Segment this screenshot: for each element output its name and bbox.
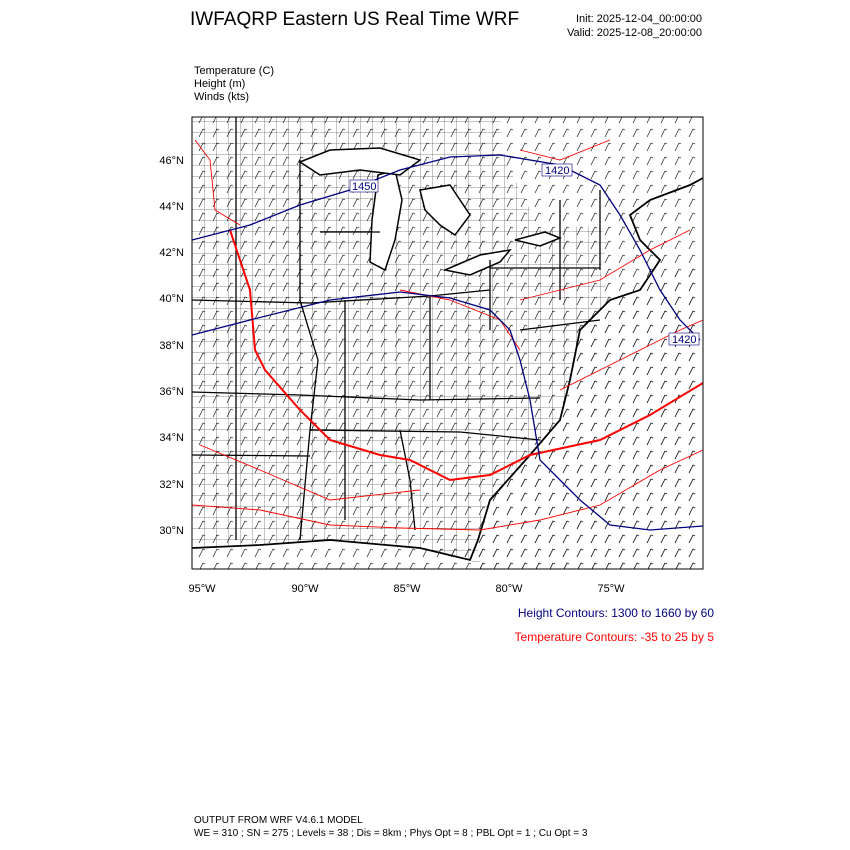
field-winds: Winds (kts) [194,91,249,103]
plot-title: IWFAQRP Eastern US Real Time WRF [190,9,520,30]
lon-tick: 75°W [597,583,625,595]
lon-tick: 80°W [495,583,523,595]
lon-tick: 85°W [393,583,421,595]
lat-tick: 46°N [159,155,184,167]
lat-tick: 38°N [159,340,184,352]
lat-tick: 40°N [159,293,184,305]
field-height: Height (m) [194,78,246,90]
lat-tick: 36°N [159,386,184,398]
field-temperature: Temperature (C) [194,65,275,77]
lat-tick: 32°N [159,479,184,491]
latitude-axis [159,155,184,537]
lat-tick: 34°N [159,432,184,444]
model-settings: WE = 310 ; SN = 275 ; Levels = 38 ; Dis = 8km ; Phys Opt = 8 ; PBL Opt = 1 ; Cu Opt = 3 [194,828,588,839]
valid-time: Valid: 2025-12-08_20:00:00 [567,27,702,39]
lon-tick: 95°W [188,583,216,595]
model-info: OUTPUT FROM WRF V4.6.1 MODEL [194,815,363,826]
init-time: Init: 2025-12-04_00:00:00 [576,13,702,25]
lon-tick: 90°W [291,583,319,595]
temperature-contour-legend: Temperature Contours: -35 to 25 by 5 [514,630,714,644]
height-label: 1450 [352,181,377,193]
height-label: 1420 [672,334,697,346]
gulf-barbs [192,545,482,569]
height-contour-legend: Height Contours: 1300 to 1660 by 60 [517,606,714,620]
lat-tick: 30°N [159,525,184,537]
height-label: 1420 [545,165,570,177]
longitude-axis [188,583,625,595]
lat-tick: 44°N [159,201,184,213]
lat-tick: 42°N [159,247,184,259]
